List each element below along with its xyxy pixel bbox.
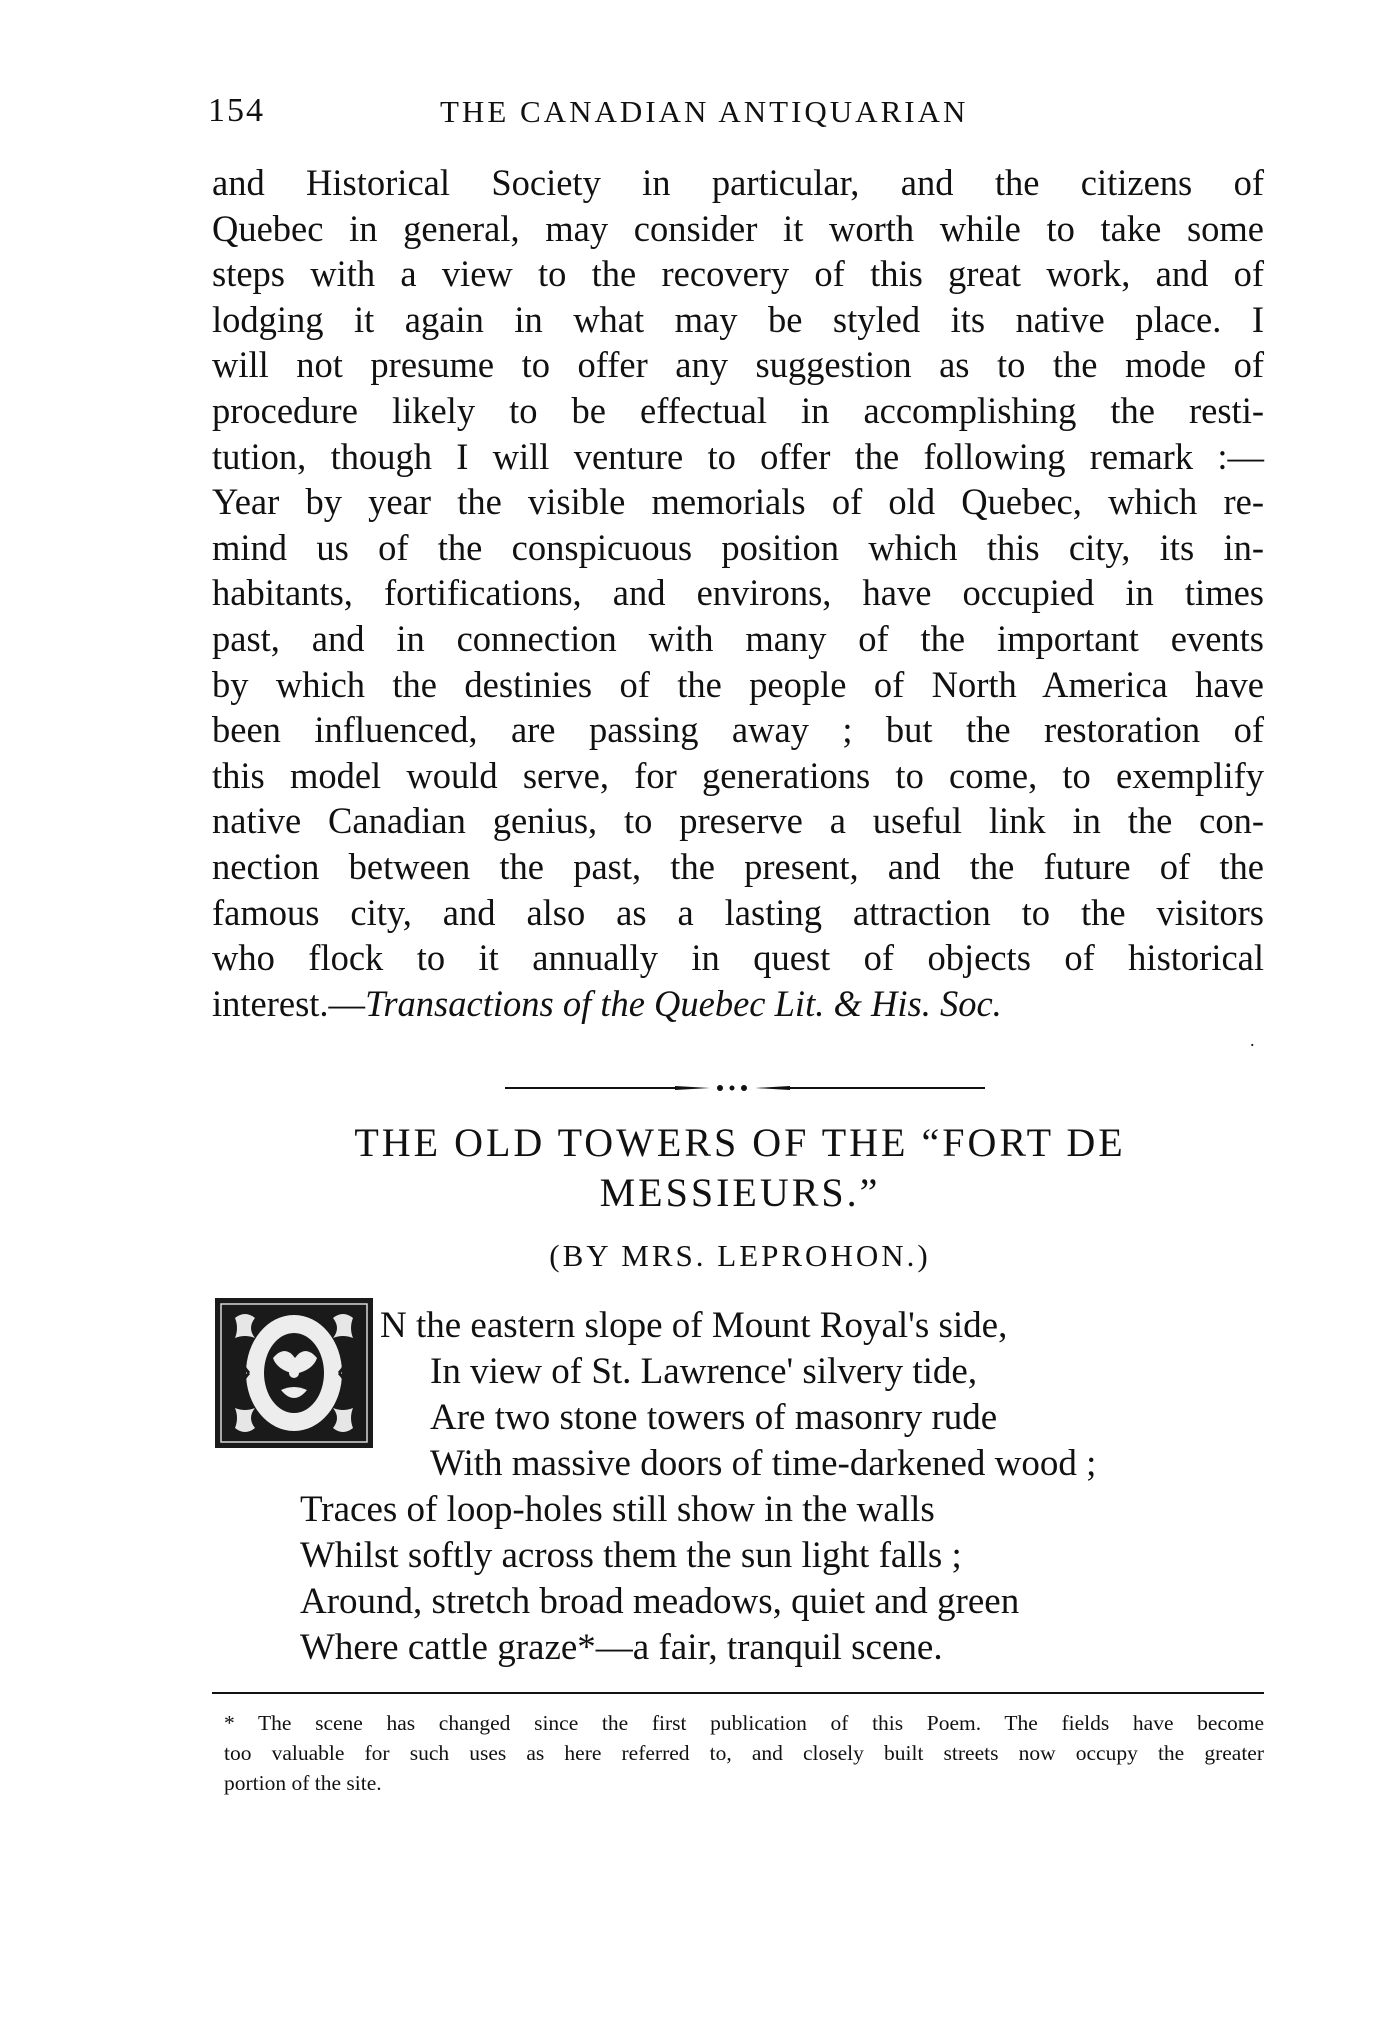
section-divider-ornament	[505, 1082, 985, 1094]
body-line: nection between the past, the present, and the future of the	[212, 845, 1264, 887]
poem-title	[230, 1118, 1250, 1218]
body-line: will not presume to offer any suggestion as to the mode of	[212, 344, 1264, 386]
body-line-last-text: interest.—	[212, 982, 366, 1024]
body-line: famous city, and also as a lasting attraction to the visitors	[212, 891, 1264, 933]
body-line: this model would serve, for generations to come, to exemplify	[212, 754, 1264, 796]
print-speck: .	[1250, 1030, 1255, 1050]
poem-stanza	[300, 1303, 1300, 1671]
poem-line: Traces of loop-holes still show in the walls	[300, 1489, 935, 1530]
body-line-last	[212, 981, 1264, 1027]
footnote-line: too valuable for such uses as here referred to, and closely built streets now occupy the greater	[224, 1741, 1264, 1765]
poem-title-line-2: MESSIEURS.”	[599, 1170, 881, 1215]
citation: Transactions of the Quebec Lit. & His. Soc.	[365, 982, 1002, 1024]
body-line: steps with a view to the recovery of this great work, and of	[212, 253, 1264, 295]
body-line: lodging it again in what may be styled its native place. I	[212, 298, 1264, 340]
body-line: who flock to it annually in quest of objects of historical	[212, 937, 1264, 979]
body-paragraph	[212, 160, 1264, 1026]
poem-line: Around, stretch broad meadows, quiet and green	[300, 1581, 1020, 1622]
page-number: 154	[208, 92, 265, 129]
page-header	[208, 92, 1273, 132]
poem-line: Where cattle graze*—a fair, tranquil scene.	[300, 1627, 943, 1668]
body-line: Year by year the visible memorials of old Quebec, which re-	[212, 481, 1264, 523]
body-line: and Historical Society in particular, and the citizens of	[212, 162, 1264, 203]
body-line: procedure likely to be effectual in accomplishing the resti-	[212, 389, 1264, 431]
poem-line: With massive doors of time-darkened wood ;	[430, 1443, 1097, 1484]
body-line: mind us of the conspicuous position which this city, its in-	[212, 526, 1264, 568]
poem-line: N the eastern slope of Mount Royal's side,	[380, 1305, 1008, 1346]
body-line: habitants, fortifications, and environs, have occupied in times	[212, 572, 1264, 614]
footnote	[224, 1708, 1264, 1798]
footnote-line: * The scene has changed since the first publication of this Poem. The fields have become	[224, 1711, 1264, 1735]
body-line: been influenced, are passing away ; but the restoration of	[212, 709, 1264, 751]
body-line: tution, though I will venture to offer the following remark :—	[212, 435, 1264, 477]
body-line: native Canadian genius, to preserve a useful link in the con-	[212, 800, 1264, 842]
body-line: past, and in connection with many of the important events	[212, 617, 1264, 659]
footnote-line: portion of the site.	[224, 1771, 382, 1795]
poem-line: Whilst softly across them the sun light falls ;	[300, 1535, 962, 1576]
poem-line: Are two stone towers of masonry rude	[430, 1397, 998, 1438]
poem-byline: (BY MRS. LEPROHON.)	[549, 1238, 931, 1273]
poem-title-line-1: THE OLD TOWERS OF THE “FORT DE	[354, 1120, 1126, 1165]
footnote-rule	[212, 1692, 1264, 1694]
body-line: by which the destinies of the people of North America have	[212, 663, 1264, 705]
body-line: Quebec in general, may consider it worth while to take some	[212, 207, 1264, 249]
poem-line: In view of St. Lawrence' silvery tide,	[430, 1351, 978, 1392]
running-title: THE CANADIAN ANTIQUARIAN	[440, 94, 969, 129]
